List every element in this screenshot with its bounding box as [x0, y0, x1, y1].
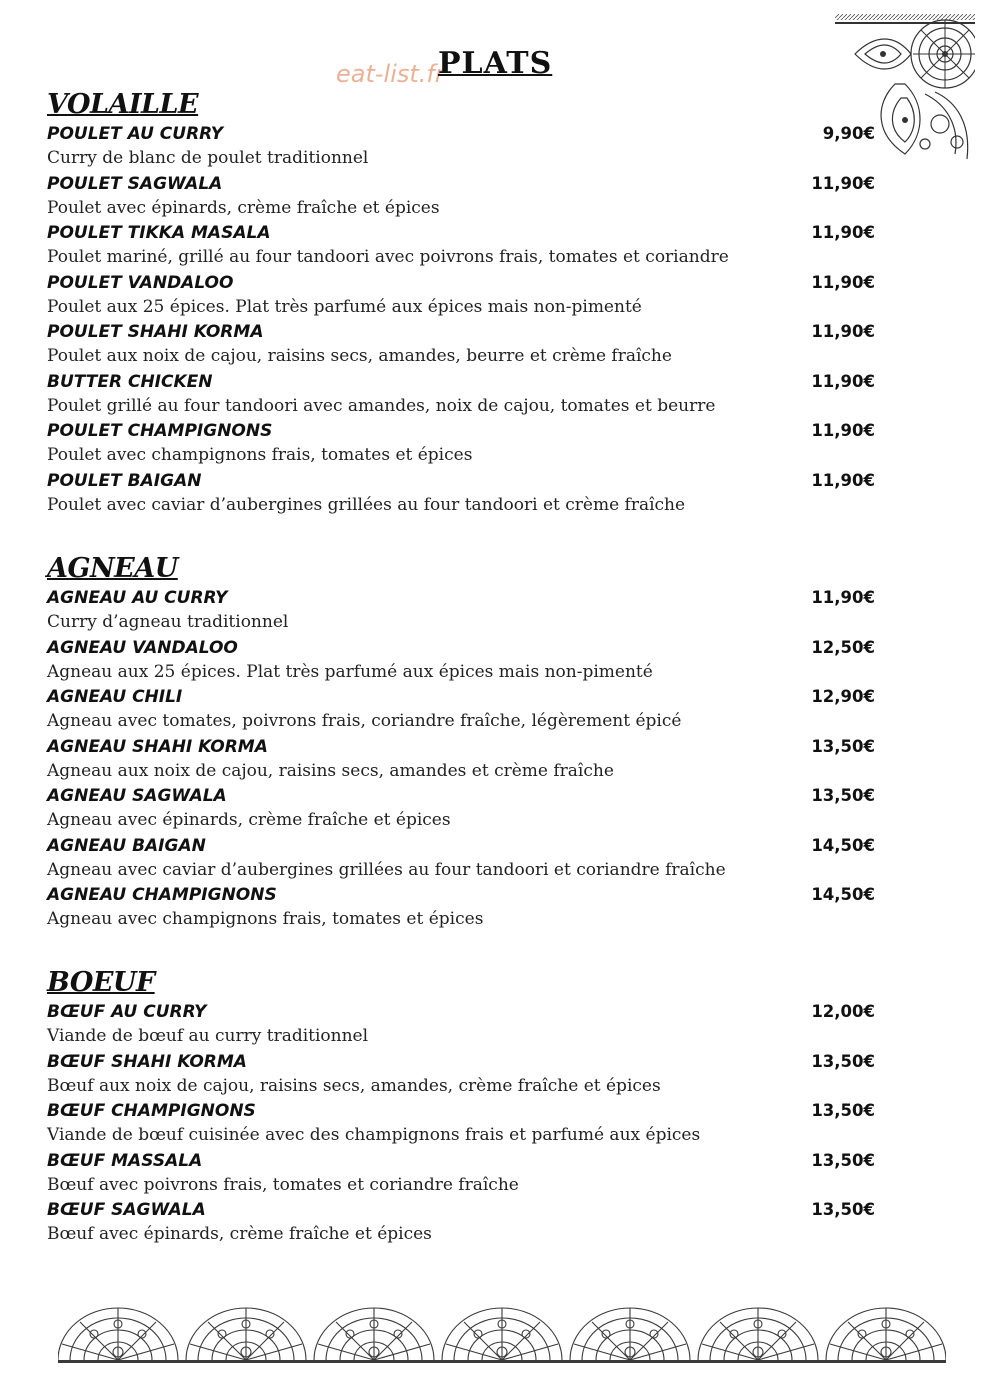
item-price: 12,00€: [811, 1002, 875, 1021]
item-description: Poulet aux 25 épices. Plat très parfumé aux épices mais non-pimenté: [47, 296, 642, 317]
item-description: Agneau avec champignons frais, tomates et épices: [47, 909, 484, 929]
item-description: Bœuf avec épinards, crème fraîche et épices: [47, 1224, 432, 1244]
menu-item: [47, 736, 877, 786]
item-name: POULET AU CURRY: [47, 124, 224, 144]
item-price: 13,50€: [811, 1101, 875, 1120]
menu-item: [47, 785, 877, 835]
item-description: Poulet mariné, grillé au four tandoori avec poivrons frais, tomates et coriandre: [47, 247, 729, 267]
item-description: Poulet aux noix de cajou, raisins secs, amandes, beurre et crème fraîche: [47, 346, 672, 366]
item-price: 11,90€: [811, 272, 875, 292]
page-title: PLATS: [438, 46, 553, 81]
menu-item: [47, 686, 877, 736]
section-title: VOLAILLE: [47, 89, 199, 120]
item-name: BŒUF CHAMPIGNONS: [47, 1101, 256, 1121]
item-price: 13,50€: [811, 1200, 875, 1219]
item-name: AGNEAU CHAMPIGNONS: [47, 885, 277, 905]
item-name: BŒUF SAGWALA: [47, 1200, 206, 1220]
menu-item: [47, 272, 877, 322]
menu-item: [47, 1051, 877, 1101]
section-volaille: [47, 91, 877, 519]
item-description: Agneau avec caviar d’aubergines grillées au four tandoori et coriandre fraîche: [47, 859, 726, 880]
item-name: POULET CHAMPIGNONS: [47, 421, 273, 441]
item-description: Agneau aux 25 épices. Plat très parfumé aux épices mais non-pimenté: [47, 661, 653, 682]
item-description: Agneau avec épinards, crème fraîche et épices: [47, 810, 451, 830]
item-name: AGNEAU SHAHI KORMA: [47, 736, 268, 757]
item-name: POULET SHAHI KORMA: [47, 322, 264, 342]
menu-item: [47, 222, 877, 272]
item-description: Curry de blanc de poulet traditionnel: [47, 148, 369, 168]
menu-item: [47, 1150, 877, 1200]
item-name: BŒUF SHAHI KORMA: [47, 1051, 247, 1072]
item-price: 13,50€: [811, 736, 875, 756]
item-description: Viande de bœuf au curry traditionnel: [47, 1026, 369, 1046]
section-boeuf: [47, 969, 877, 1249]
item-price: 11,90€: [811, 322, 875, 341]
menu-item: [47, 1001, 877, 1051]
item-name: BUTTER CHICKEN: [47, 371, 213, 392]
item-price: 11,90€: [811, 173, 875, 193]
item-description: Poulet avec champignons frais, tomates et épices: [47, 445, 473, 465]
menu-item: [47, 371, 877, 421]
item-name: BŒUF MASSALA: [47, 1150, 203, 1171]
item-price: 9,90€: [822, 124, 875, 143]
menu-item: [47, 123, 877, 173]
item-price: 14,50€: [811, 835, 875, 855]
mandala-footer-ornament: [58, 1300, 946, 1366]
item-description: Bœuf aux noix de cajou, raisins secs, amandes, crème fraîche et épices: [47, 1075, 661, 1096]
item-name: POULET VANDALOO: [47, 272, 234, 293]
item-description: Poulet avec épinards, crème fraîche et épices: [47, 197, 440, 218]
item-description: Viande de bœuf cuisinée avec des champignons frais et parfumé aux épices: [47, 1125, 701, 1145]
item-name: POULET TIKKA MASALA: [47, 223, 271, 243]
menu-item: [47, 173, 877, 223]
item-name: AGNEAU CHILI: [47, 687, 183, 707]
item-description: Agneau aux noix de cajou, raisins secs, amandes et crème fraîche: [47, 760, 614, 781]
watermark: eat-list.fr: [336, 60, 445, 88]
item-price: 11,90€: [811, 470, 875, 490]
item-name: POULET BAIGAN: [47, 470, 202, 491]
item-price: 12,50€: [811, 637, 875, 657]
item-price: 13,50€: [811, 1150, 875, 1170]
menu-item: [47, 637, 877, 687]
item-price: 13,50€: [811, 786, 875, 805]
item-price: 11,90€: [811, 421, 875, 440]
item-description: Bœuf avec poivrons frais, tomates et coriandre fraîche: [47, 1174, 519, 1195]
section-agneau: [47, 555, 877, 934]
item-name: AGNEAU AU CURRY: [47, 588, 228, 608]
section-title: BOEUF: [47, 967, 155, 998]
menu-item: [47, 884, 877, 934]
menu-item: [47, 835, 877, 885]
item-description: Poulet grillé au four tandoori avec amandes, noix de cajou, tomates et beurre: [47, 395, 716, 416]
item-price: 11,90€: [811, 588, 875, 607]
item-price: 11,90€: [811, 223, 875, 242]
item-description: Poulet avec caviar d’aubergines grillées au four tandoori et crème fraîche: [47, 494, 686, 515]
menu-item: [47, 587, 877, 637]
menu-item: [47, 420, 877, 470]
item-name: AGNEAU BAIGAN: [47, 835, 206, 856]
item-description: Curry d’agneau traditionnel: [47, 612, 289, 632]
item-price: 14,50€: [811, 885, 875, 904]
menu-item: [47, 1100, 877, 1150]
item-price: 11,90€: [811, 371, 875, 391]
item-price: 13,50€: [811, 1051, 875, 1071]
menu-item: [47, 321, 877, 371]
menu-item: [47, 470, 877, 520]
item-name: POULET SAGWALA: [47, 173, 223, 194]
item-price: 12,90€: [811, 687, 875, 706]
menu-item: [47, 1199, 877, 1249]
item-name: BŒUF AU CURRY: [47, 1002, 207, 1022]
section-title: AGNEAU: [47, 553, 178, 584]
item-name: AGNEAU SAGWALA: [47, 786, 227, 806]
item-name: AGNEAU VANDALOO: [47, 637, 238, 658]
item-description: Agneau avec tomates, poivrons frais, coriandre fraîche, légèrement épicé: [47, 711, 682, 731]
